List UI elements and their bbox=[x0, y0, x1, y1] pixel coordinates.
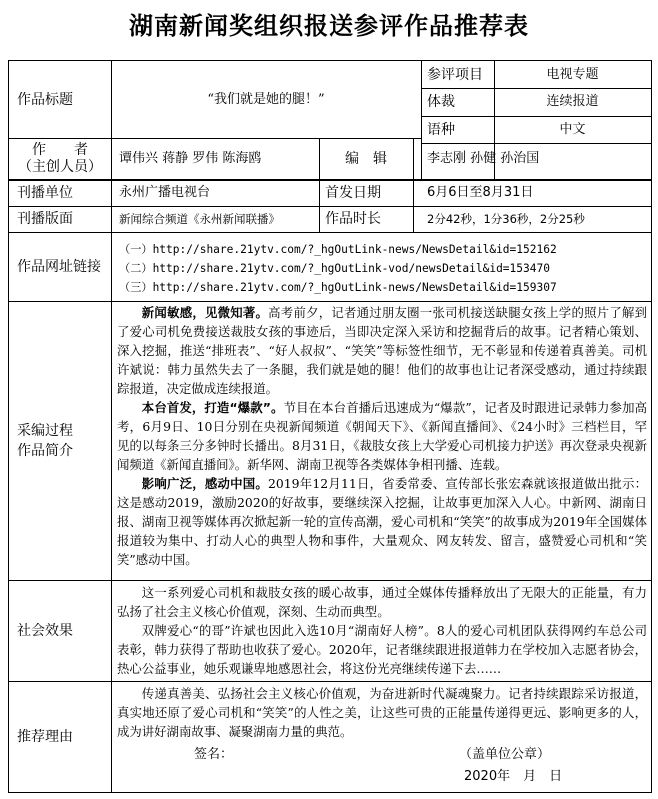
publisher-label: 刊播单位 bbox=[17, 185, 73, 201]
language-value: 中文 bbox=[559, 121, 586, 137]
social-effect-label: 社会效果 bbox=[17, 622, 73, 639]
reason-label: 推荐理由 bbox=[17, 728, 73, 745]
author-label: 作 者 bbox=[32, 141, 88, 158]
social-p1: 这一系列爱心司机和裁肢女孩的暖心故事，通过全媒体传播释放出了无限大的正能量，有力弘扬了社会主义核心价值观，深刻、生动而典型。 bbox=[117, 585, 647, 619]
first-date-label: 首发日期 bbox=[325, 185, 381, 201]
seal-label: （盖单位公章） bbox=[459, 747, 551, 762]
url-list bbox=[119, 240, 647, 297]
url-link-3[interactable]: （三）http://share.21ytv.com/?_hgOutLink-news/NewsDetail&id=159307 bbox=[119, 281, 557, 294]
language-label: 语种 bbox=[427, 121, 455, 138]
edition-value: 新闻综合频道《永州新闻联播》 bbox=[119, 212, 280, 226]
author-sub-label: （主创人员） bbox=[18, 158, 102, 175]
process-p1-heading: 新闻敏感，见微知著。 bbox=[141, 305, 269, 320]
edition-label: 刊播版面 bbox=[17, 211, 73, 227]
process-text bbox=[117, 303, 647, 569]
reason-text bbox=[117, 684, 647, 741]
process-p1-body: 高考前夕，记者通过朋友圈一张司机接送缺腿女孩上学的照片了解到了爱心司机免费接送裁肢女孩的事迹后，当即决定深入采访和挖掘背后的故事。记者精心策划、深入挖掘，推送“排班表”、“好人叔叔”、“笑笑”等标签性细节，无不彰显和传递着真善美。司机许斌说：韩力虽然失去了一条腿，我们就是她的腿！他们的故事也让记者深受感动，通过持续跟踪报道，决定做成连续报道。 bbox=[117, 305, 648, 396]
genre-value: 连续报道 bbox=[546, 94, 599, 109]
work-title-label: 作品标题 bbox=[17, 91, 73, 108]
process-p2-body: 节目在本台首播后迅速成为“爆款”，记者及时跟进记录韩力参加高考，6月9日、10日分别在央视新闻频道《朝闻天下》、《新闻直播间》、《24小时》三档栏目，罕见的以每条三分多钟时长播出。8月31日，《裁肢女孩上大学爱心司机接力护送》再次登录央视新闻频道《新闻直播间》。新华网、湖南卫视等各类媒体争相刊播、连载。 bbox=[117, 400, 647, 472]
process-label: 采编过程 作品简介 bbox=[17, 422, 73, 459]
editor-label: 编 辑 bbox=[345, 150, 387, 167]
social-p2: 双牌爱心“的哥”许斌也因此入选10月“湖南好人榜”。8人的爱心司机团队获得网约车总公司表彰，韩力获得了帮助也收获了爱心。2020年，记者继续跟进报道韩力在学校加入志愿者协会，热心公益事业，她乐观谦卑地感恩社会，将这份光亮继续传递下去…… bbox=[117, 623, 647, 676]
work-title-value: “我们就是她的腿！” bbox=[207, 91, 325, 107]
recommendation-form-table bbox=[8, 60, 652, 793]
author-label-cell bbox=[9, 138, 111, 179]
page-title: 湖南新闻奖组织报送参评作品推荐表 bbox=[129, 12, 529, 40]
reason-p1: 传递真善美、弘扬社会主义核心价值观，为奋进新时代凝魂聚力。记者持续跟踪采访报道，真实地还原了爱心司机和“笑笑”的人性之美，让这些可贵的正能量传递得更远、影响更多的人，成为讲好湖南故事、凝聚湖南力量的典范。 bbox=[117, 686, 647, 739]
process-p3-body: 2019年12月11日，省委常委、宣传部长张宏森就该报道做出批示：这是感动2019，激励2020的好故事，要继续深入挖掘，让故事更加深入人心。中新网、湖南日报、湖南卫视等媒体再次掀起新一轮的宣传高潮，爱心司机和“笑笑”的故事成为2019年全国媒体报道较为集中、打动人心的典型人物和事件，大量观众、网友转发、留言，盛赞爱心司机和“笑笑”感动中国。 bbox=[117, 476, 648, 567]
url-label: 作品网址链接 bbox=[17, 258, 101, 275]
author-value: 谭伟兴 蒋静 罗伟 陈海鸥 bbox=[119, 150, 262, 166]
first-date-value: 6月6日至8月31日 bbox=[427, 185, 534, 200]
duration-label: 作品时长 bbox=[325, 211, 381, 227]
duration-value: 2分42秒，1分36秒，2分25秒 bbox=[427, 212, 585, 226]
category-value: 电视专题 bbox=[546, 66, 599, 82]
editor-value: 李志刚 孙健 孙治国 bbox=[427, 150, 540, 166]
publisher-value: 永州广播电视台 bbox=[119, 185, 211, 200]
sign-label: 签名： bbox=[194, 747, 234, 762]
process-p3-heading: 影响广泛，感动中国。 bbox=[141, 476, 268, 491]
social-effect-text bbox=[117, 583, 647, 678]
genre-label: 体裁 bbox=[427, 94, 455, 110]
category-label: 参评项目 bbox=[427, 66, 483, 83]
process-p2-heading: 本台首发，打造“爆款”。 bbox=[141, 400, 284, 415]
url-link-1[interactable]: （一）http://share.21ytv.com/?_hgOutLink-news/NewsDetail&id=152162 bbox=[119, 243, 557, 256]
sign-date: 2020年 月 日 bbox=[464, 769, 563, 784]
url-link-2[interactable]: （二）http://share.21ytv.com/?_hgOutLink-vod/newsDetail&id=153470 bbox=[119, 262, 550, 275]
